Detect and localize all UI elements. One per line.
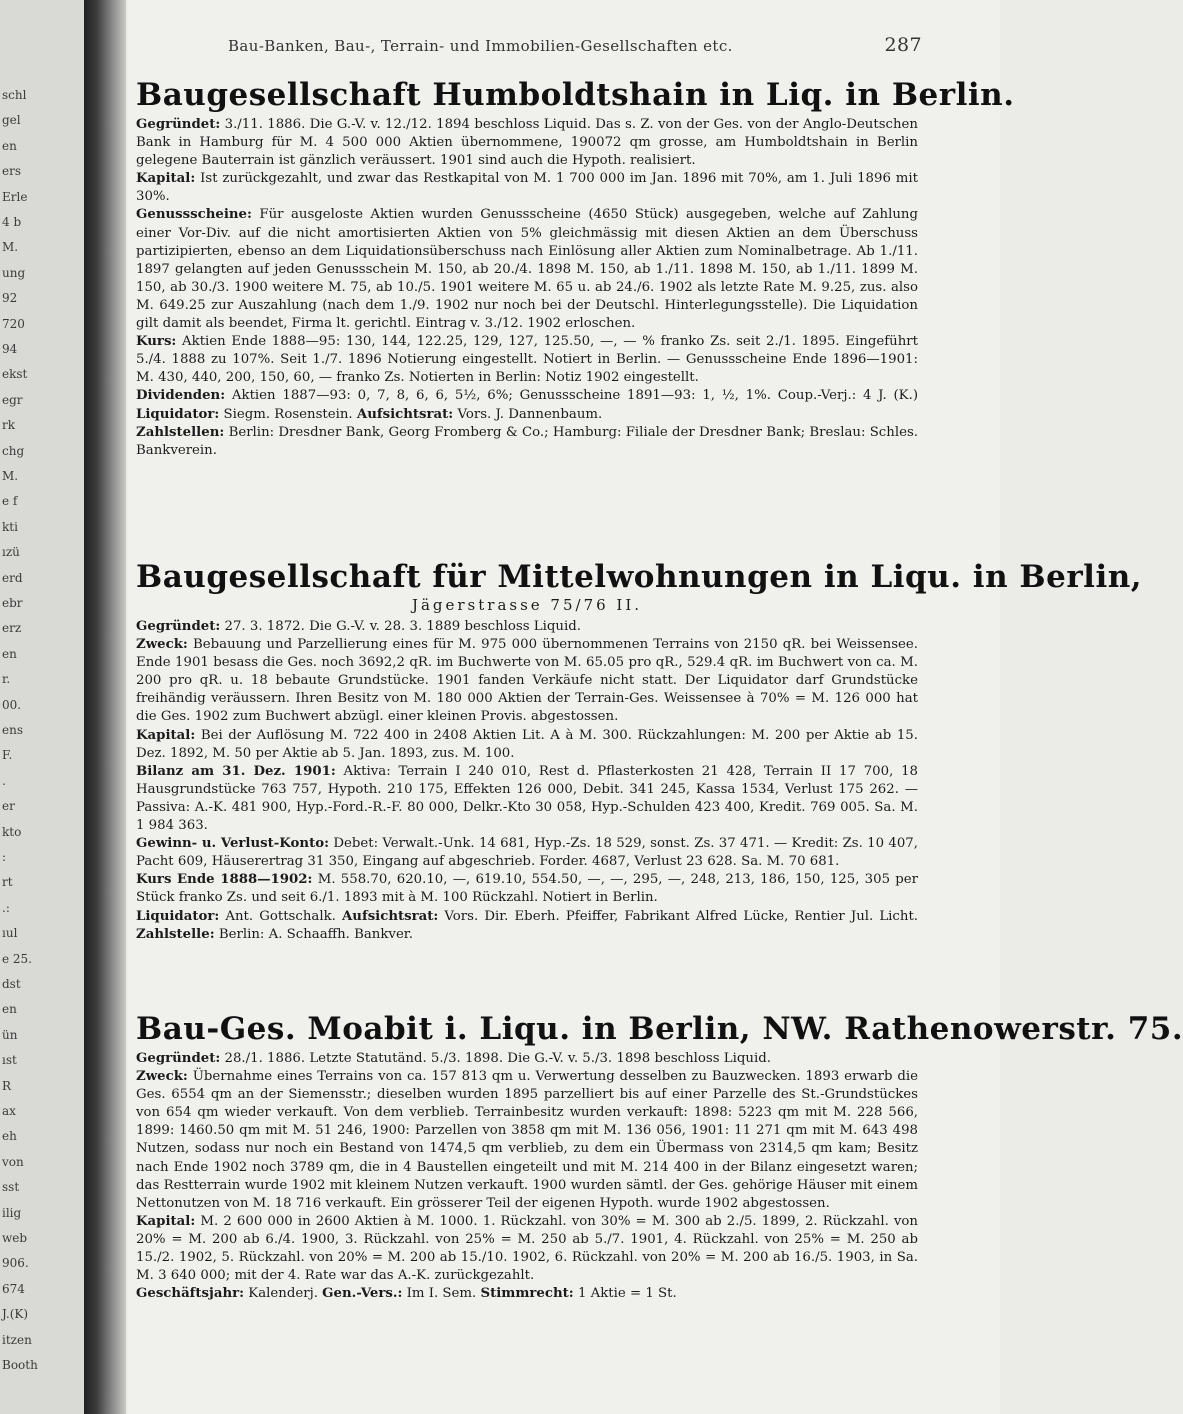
left-page-fragment: .: [2, 900, 10, 915]
book-page [128, 0, 1183, 1414]
field-label: Zahlstelle: [136, 926, 215, 942]
entry-title: Bau-Ges. Moabit i. Liqu. in Berlin, NW. Rathenowerstr. 75. [136, 1011, 1183, 1047]
entry-moabit [136, 1011, 1183, 1303]
field-label: Liquidator: [136, 406, 220, 422]
field-text: Bei der Auflösung M. 722 400 in 2408 Aktien Lit. A à M. 300. Rückzahlungen: M. 200 per Aktie ab 15. Dez. 1892, M. 50 per Aktie ab 5. Jan. 1893, zus. M. 100. [136, 727, 918, 761]
left-page-fragment: 94 [2, 342, 18, 356]
field-label: Geschäftsjahr: [136, 1286, 245, 1302]
field-text: Ant. Gottschalk. [225, 908, 336, 924]
entry-paragraph [136, 116, 918, 170]
left-page-fragment: e 25. [2, 951, 32, 966]
left-page-fragment: rk [2, 418, 16, 433]
field-text: Berlin: A. Schaaffh. Bankver. [218, 926, 413, 942]
field-label: Dividenden: [136, 388, 226, 404]
entry-body [136, 116, 918, 460]
left-page-fragment: R [2, 1078, 12, 1093]
book-gutter-shadow [84, 0, 126, 1414]
field-text: M. 558.70, 620.10, —, 619.10, 554.50, —, —, 295, —, 248, 213, 186, 150, 125, 305 per Stück franko Zs. und seit 6./1. 1893 mit à M. 100 Rückzahl. Notiert in Berlin. [136, 872, 918, 906]
left-page-fragment: ens [2, 723, 23, 737]
field-text: Ist zurückgezahlt, und zwar das Restkapital von M. 1 700 000 im Jan. 1896 mit 70%, am 1. Juli 1896 mit 30%. [136, 171, 918, 205]
left-page-fragment: r. [2, 672, 11, 687]
field-label: Kurs Ende 1888—1902: [136, 872, 313, 888]
left-page-fragment: J.(K) [2, 1307, 29, 1322]
field-label: Zweck: [136, 637, 188, 653]
entry-paragraph [136, 835, 918, 871]
field-label: Kapital: [136, 1213, 196, 1229]
left-page-fragment: M. [2, 469, 19, 483]
field-label: Gen.-Vers.: [322, 1286, 403, 1302]
left-page-fragment: : [2, 850, 7, 864]
left-page-fragment: 00. [2, 697, 22, 712]
left-page-fragment: egr [2, 392, 23, 407]
left-page-fragment: dst [2, 977, 21, 991]
left-page-fragment: ilig [2, 1205, 22, 1220]
field-text: Vors. J. Dannenbaum. [457, 406, 603, 422]
field-label: Zahlstellen: [136, 424, 225, 440]
left-page-fragment: Erle [2, 189, 28, 204]
field-text: Für ausgeloste Aktien wurden Genussscheine (4650 Stück) ausgegeben, welche auf Zahlung einer Vor-Div. auf die nicht amortisierten Aktien von 5% gleichmässig mit diesen Aktien an dem Überschuss partizipierten, ebenso an dem Liquidationsüberschuss nach Einlösung aller Aktien zum Nominalbetrage. Ab 1./11. 1897 gelangten auf jeden Genussschein M. 150, ab 20./4. 1898 M. 150, ab 1./11. 1898 M. 150, ab 1./11. 1899 M. 150, ab 30./3. 1900 weitere M. 75, ab 10./5. 1901 weitere M. 65 u. ab 24./6. 1902 als letzte Rate M. 9.25, zus. also M. 649.25 zur Auszahlung (nach dem 1./9. 1902 nur noch bei der Deutschl. Hinterlegungsstelle). Die Liquidation gilt damit als beendet, Firma lt. gerichtl. Eintrag v. 3./12. 1902 erloschen. [136, 207, 918, 332]
entry-paragraph [136, 206, 918, 333]
field-label: Kapital: [136, 171, 196, 187]
left-page-fragment: von [2, 1154, 24, 1169]
entry-paragraph [136, 1050, 918, 1068]
left-page-fragment: web [2, 1231, 28, 1245]
left-page-fragment: ekst [2, 367, 28, 382]
field-label: Gegründet: [136, 619, 221, 634]
entry-paragraph [136, 1068, 918, 1213]
field-text: Kalenderj. [248, 1286, 318, 1302]
adjacent-left-page [0, 0, 84, 1414]
entry-paragraph [136, 424, 918, 460]
field-label: Aufsichtsrat: [356, 406, 454, 422]
field-text: Aktien Ende 1888—95: 130, 144, 122.25, 129, 127, 125.50, —, — % franko Zs. seit 2./1. 1895. Eingeführt 5./4. 1888 zu 107%. Seit 1./7. 1896 Notierung eingestellt. Notiert in Berlin. — Genussscheine Ende 1896—1901: M. 430, 440, 200, 150, 60, — franko Zs. Notierten in Berlin: Notiz 1902 eingestellt. [136, 334, 918, 386]
field-text: Übernahme eines Terrains von ca. 157 813 qm u. Verwertung desselben zu Bauzwecken. 1893 erwarb die Ges. 6554 qm an der Siemensstr.; dieselben wurden 1895 parzelliert bis auf einer Parzelle des St.-Grundstückes von 654 qm wieder verkauft. Von dem verblieb. Terrainbesitz wurden verkauft: 1898: 5223 qm mit M. 228 566, 1899: 1460.50 qm mit M. 51 246, 1900: Parzellen von 3858 qm mit M. 136 056, 1901: 11 271 qm mit M. 643 498 Nutzen, sodass nur noch ein Bestand von 1474,5 qm verblieb, zu dem ein Übermass von 2314,5 qm kam; Besitz nach Ende 1902 noch 3789 qm, die in 4 Baustellen eingeteilt und mit M. 214 400 in der Bilanz eingesetzt waren; das Restterrain wurde 1902 mit kleinem Nutzen verkauft. 1900 wurden sämtl. der Ges. gehörige Häuser mit einem Nettonutzen von M. 18 716 verkauft. Ein grösserer Teil der eigenen Hypoth. wurde 1902 abgestossen. [136, 1069, 919, 1211]
left-page-fragment: ers [2, 164, 21, 179]
left-page-fragment: schl [2, 88, 27, 102]
field-label: Zweck: [136, 1069, 188, 1085]
running-header [228, 34, 922, 56]
left-page-fragment: ax [2, 1104, 16, 1118]
left-page-fragment: itzen [2, 1332, 32, 1347]
left-page-fragment: kto [2, 824, 22, 839]
left-page-fragment: kti [2, 519, 18, 534]
left-page-fragment: en [2, 646, 17, 661]
field-label: Bilanz am 31. Dez. 1901: [136, 763, 336, 779]
left-page-fragment: ıul [2, 926, 18, 941]
left-page-fragment: F. [2, 748, 13, 763]
entry-paragraph [136, 618, 918, 636]
field-text: 28./1. 1886. Letzte Statutänd. 5./3. 1898. Die G.-V. v. 5./3. 1898 beschloss Liquid. [224, 1051, 771, 1066]
left-page-fragment: e f [2, 494, 18, 509]
field-label: Aufsichtsrat: [341, 908, 439, 924]
entry-address: Jägerstrasse 75/76 II. [411, 596, 643, 614]
left-page-fragment: gel [2, 113, 21, 128]
entry-paragraph [136, 1213, 918, 1285]
field-text: M. 2 600 000 in 2600 Aktien à M. 1000. 1. Rückzahl. von 30% = M. 300 ab 2./5. 1899, 2. Rückzahl. von 20% = M. 200 ab 6./4. 1900, 3. Rückzahl. von 25% = M. 250 ab 5./7. 1901, 4. Rückzahl. von 25% = M. 250 ab 15./2. 1902, 5. Rückzahl. von 20% = M. 200 ab 15./10. 1902, 6. Rückzahl. von 20% = M. 200 ab 16./5. 1903, in Sa. M. 3 640 000; mit der 4. Rate war das A.-K. zurückgezahlt. [136, 1213, 919, 1284]
left-page-fragment: 4 b [2, 215, 22, 229]
field-text: Im I. Sem. [406, 1286, 477, 1302]
left-page-fragment: M. [2, 240, 19, 255]
field-label: Gewinn- u. Verlust-Konto: [136, 836, 330, 852]
field-text: Debet: Verwalt.-Unk. 14 681, Hyp.-Zs. 18 529, sonst. Zs. 37 471. — Kredit: Zs. 10 407, Pacht 609, Häuserertrag 31 350, Eingang auf abgeschrieb. Forder. 4687, Verlust 23 628. Sa. M. 70 681. [136, 836, 918, 870]
left-page-fragment: 720 [2, 316, 25, 331]
left-page-fragment: 674 [2, 1281, 25, 1296]
entry-paragraph [136, 333, 918, 387]
left-page-fragment: er [2, 799, 15, 814]
left-page-fragment: ün [2, 1027, 18, 1042]
field-text: Aktiva: Terrain I 240 010, Rest d. Pflasterkosten 21 428, Terrain II 17 700, 18 Hausgrundstücke 763 757, Hypoth. 210 175, Effekten 126 000, Debit. 341 245, Kassa 1534, Verlust 175 262. — Passiva: A.-K. 481 900, Hyp.-Ford.-R.-F. 80 000, Delkr.-Kto 30 058, Hyp.-Schulden 423 400, Kredit. 769 005. Sa. M. 1 984 363. [136, 763, 918, 834]
entry-paragraph [136, 871, 918, 907]
left-page-fragment: 92 [2, 291, 18, 306]
left-page-fragment: sst [2, 1180, 20, 1195]
field-label: Kurs: [136, 334, 177, 350]
left-page-fragment: en [2, 138, 17, 153]
field-text: Vors. Dir. Eberh. Pfeiffer, Fabrikant Alfred Lücke, Rentier Jul. Licht. [444, 908, 919, 924]
entry-paragraph [136, 763, 918, 835]
field-text: 27. 3. 1872. Die G.-V. v. 28. 3. 1889 beschloss Liquid. [224, 619, 581, 634]
field-label: Stimmrecht: [480, 1286, 574, 1302]
field-text: Aktien 1887—93: 0, 7, 8, 6, 6, 5½, 6%; Genussscheine 1891—93: 1, ½, 1%. Coup.-Verj.: 4 J. (K.) [231, 388, 919, 404]
left-page-fragment: Booth [2, 1358, 38, 1372]
left-page-fragment: en [2, 1002, 17, 1017]
entry-paragraph [136, 1285, 918, 1303]
entry-humboldtshain [136, 77, 1015, 460]
field-text: 3./11. 1886. Die G.-V. v. 12./12. 1894 beschloss Liquid. Das s. Z. von der Ges. von der Anglo-Deutschen Bank in Hamburg für M. 4 500 000 Aktien übernommene, 190072 qm grosse, am Humboldtshain in Berlin gelegene Bauterrain ist gänzlich veräussert. 1901 sind auch die Hypoth. realisiert. [136, 117, 918, 169]
field-label: Gegründet: [136, 117, 221, 132]
left-page-fragment: ıst [2, 1053, 17, 1068]
entry-title: Baugesellschaft für Mittelwohnungen in Liqu. in Berlin, [136, 559, 1143, 595]
field-text: Siegm. Rosenstein. [223, 406, 353, 422]
entry-paragraph [136, 908, 918, 944]
left-page-fragment: ung [2, 265, 26, 280]
left-page-fragment: ızü [2, 545, 20, 560]
left-page-fragment: chg [2, 443, 25, 458]
running-title: Bau-Banken, Bau-, Terrain- und Immobilien-Gesellschaften etc. [228, 37, 733, 55]
field-text: Bebauung und Parzellierung eines für M. 975 000 übernommenen Terrains von 2150 qR. bei Weissensee. Ende 1901 besass die Ges. noch 3692,2 qR. im Buchwerte von M. 65.05 pro qR., 529.4 qR. im Buchwert von ca. M. 200 pro qR. u. 18 bebaute Grundstücke. 1901 fanden Verkäufe nicht statt. Der Liquidator darf Grundstücke freihändig veräussern. Ihren Besitz von M. 180 000 Aktien der Terrain-Ges. Weissensee à 70% = M. 126 000 hat die Ges. 1902 zum Buchwert abzügl. einer kleinen Provis. abgestossen. [136, 637, 918, 725]
entry-body [136, 1050, 918, 1303]
entry-title: Baugesellschaft Humboldtshain in Liq. in Berlin. [136, 77, 1015, 113]
entry-paragraph [136, 170, 918, 206]
left-page-fragment: erz [2, 621, 22, 636]
entry-mittelwohnungen [136, 559, 1143, 944]
entry-paragraph [136, 387, 918, 423]
left-page-fragment: rt [2, 875, 13, 890]
field-label: Liquidator: [136, 908, 220, 924]
entry-paragraph [136, 727, 918, 763]
entry-body [136, 618, 918, 944]
field-text: Berlin: Dresdner Bank, Georg Fromberg & Co.; Hamburg: Filiale der Dresdner Bank; Breslau: Schles. Bankverein. [136, 424, 918, 458]
field-label: Gegründet: [136, 1051, 221, 1066]
field-text: 1 Aktie = 1 St. [577, 1286, 677, 1302]
left-page-fragment: eh [2, 1129, 17, 1144]
field-label: Genussscheine: [136, 207, 252, 223]
left-page-fragment: . [2, 773, 6, 788]
left-page-fragment: ebr [2, 596, 23, 610]
field-label: Kapital: [136, 727, 196, 743]
left-page-fragment: erd [2, 570, 23, 585]
page-number: 287 [884, 34, 922, 56]
entry-paragraph [136, 636, 918, 726]
left-page-fragment: 906. [2, 1256, 29, 1271]
